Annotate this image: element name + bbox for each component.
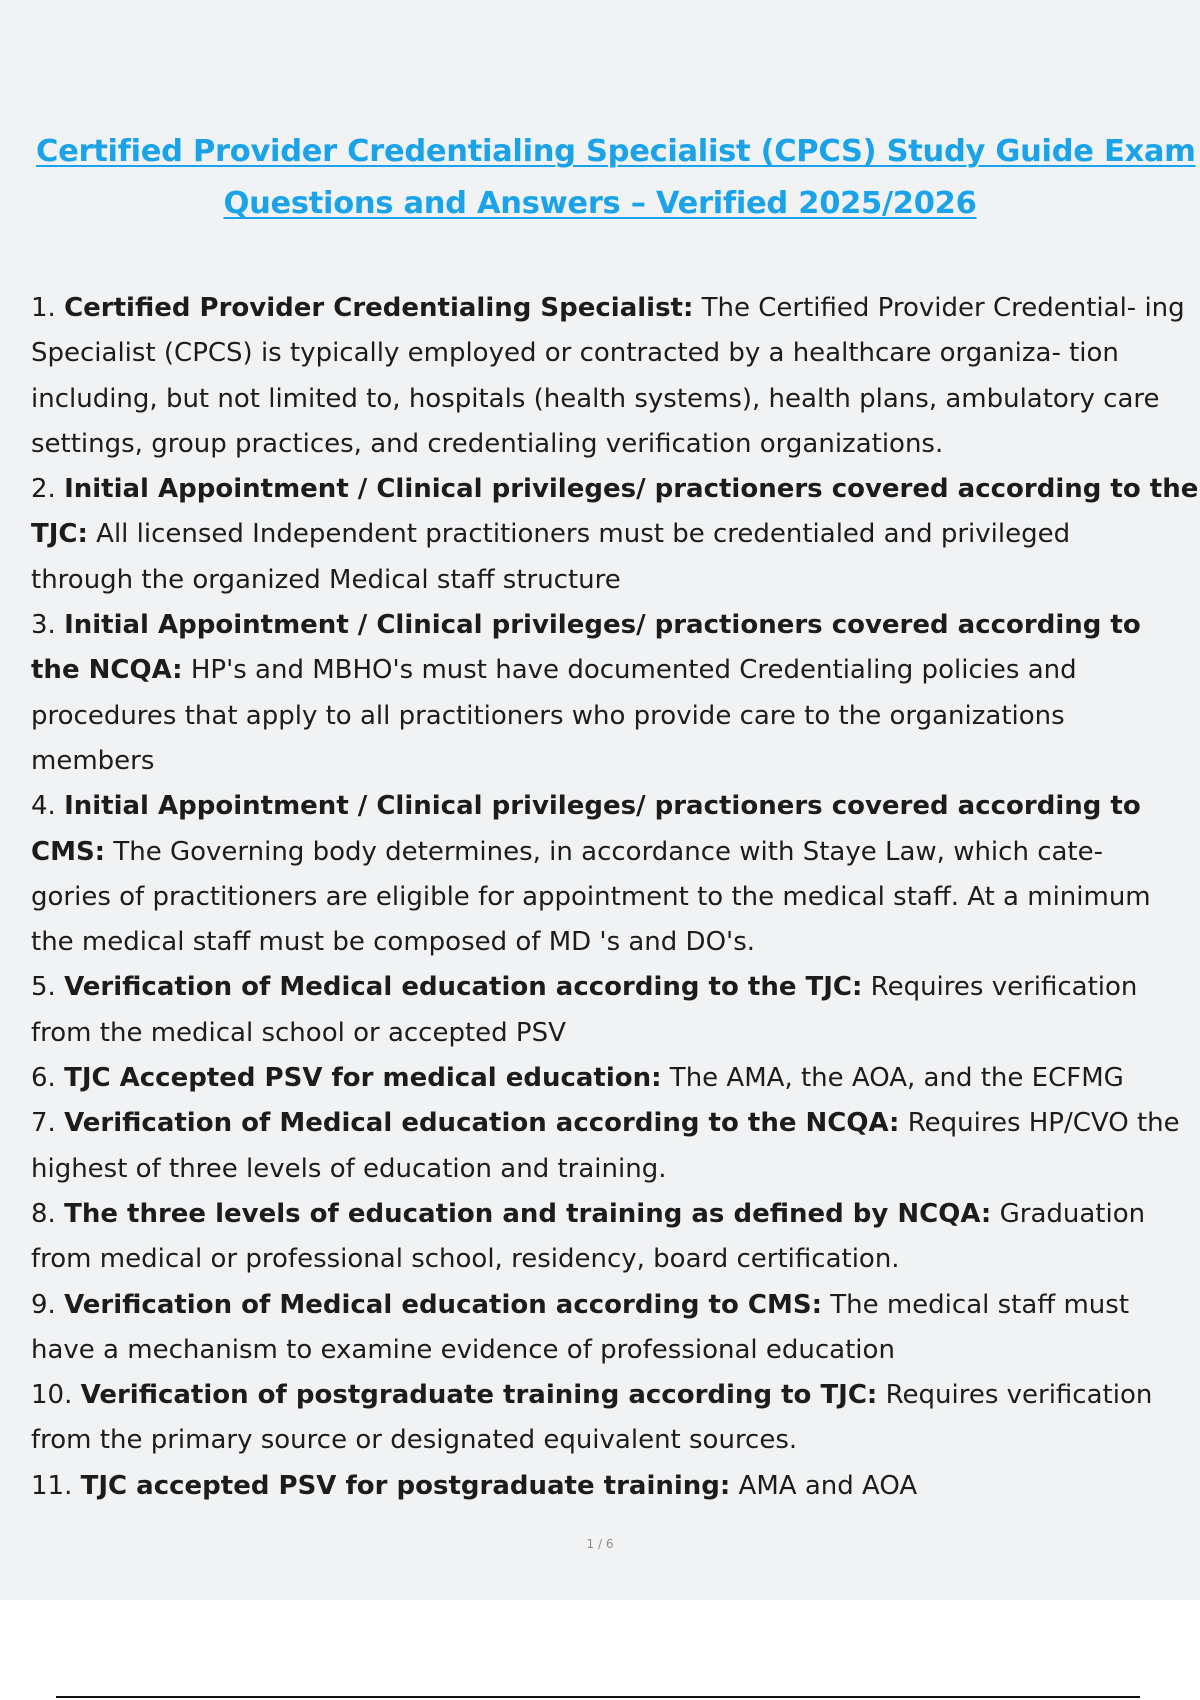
qa-item (31, 1373, 1200, 1464)
answer-text: The Certified Provider Credential- ing (693, 293, 1185, 323)
qa-item (31, 784, 1200, 965)
qa-line (31, 784, 1200, 829)
qa-item (31, 1101, 1200, 1192)
question-text: Verification of Medical education according to the TJC: (64, 972, 863, 1003)
answer-text: The medical staff must (821, 1289, 1130, 1320)
item-number: 8. (31, 1198, 56, 1229)
item-number: 2. (31, 474, 56, 505)
item-number: 4. (31, 791, 56, 822)
qa-line (31, 1373, 1200, 1418)
question-text: TJC: (31, 519, 88, 550)
qa-item (31, 603, 1200, 784)
qa-item (31, 467, 1200, 603)
qa-line (31, 648, 1200, 693)
answer-line: from medical or professional school, residency, board certification. (31, 1244, 900, 1275)
question-text: TJC accepted PSV for postgraduate training: (80, 1470, 731, 1501)
title-line-1 (36, 126, 1200, 178)
item-number: 5. (31, 972, 56, 1003)
qa-line (31, 512, 1200, 557)
answer-line: from the primary source or designated equivalent sources. (31, 1425, 798, 1456)
qa-line (31, 1056, 1200, 1101)
page-title (0, 126, 1200, 230)
item-number: 11. (31, 1470, 73, 1501)
qa-item (31, 1464, 1200, 1509)
qa-line (31, 1101, 1200, 1146)
answer-line: through the organized Medical staff structure (31, 564, 621, 595)
item-number: 6. (31, 1063, 56, 1094)
question-text: TJC Accepted PSV for medical education: (64, 1063, 662, 1094)
answer-text: All licensed Independent practitioners must be credentialed and privileged (87, 519, 1071, 550)
question-text: the NCQA: (31, 655, 183, 686)
answer-line: highest of three levels of education and training. (31, 1153, 667, 1184)
page-number: 1 / 6 (586, 1537, 614, 1551)
qa-line (31, 965, 1200, 1010)
answer-text: Requires HP/CVO the (899, 1108, 1180, 1139)
question-text: Certified Provider Credentialing Specialist: (64, 293, 694, 323)
qa-item (31, 1056, 1200, 1101)
title-line-1-text: Certified Provider Credentialing Specialist (CPCS) Study Guide Exam (36, 134, 1196, 169)
qa-line (31, 1283, 1200, 1328)
question-text: Verification of Medical education according to the NCQA: (64, 1108, 900, 1139)
item-number: 1. (31, 293, 56, 323)
qa-line (31, 467, 1200, 512)
qa-line (31, 603, 1200, 648)
qa-item (31, 1283, 1200, 1374)
qa-line (31, 1192, 1200, 1237)
bottom-divider (56, 1696, 1140, 1698)
answer-text: HP's and MBHO's must have documented Credentialing policies and (182, 655, 1077, 686)
answer-text: The AMA, the AOA, and the ECFMG (661, 1063, 1124, 1094)
answer-text: Requires verification (877, 1380, 1153, 1411)
answer-line: procedures that apply to all practitioners who provide care to the organizations (31, 700, 1065, 731)
answer-line: have a mechanism to examine evidence of professional education (31, 1334, 895, 1365)
answer-text: The Governing body determines, in accordance with Staye Law, which cate- (105, 836, 1103, 867)
qa-item (31, 286, 1200, 467)
item-number: 10. (31, 1380, 73, 1411)
question-text: CMS: (31, 836, 106, 867)
qa-list (31, 286, 1200, 1509)
qa-line (31, 830, 1200, 875)
qa-item (31, 1192, 1200, 1283)
answer-line: settings, group practices, and credentialing verification organizations. (31, 428, 944, 459)
question-text: Initial Appointment / Clinical privileges/ practioners covered according to the (64, 474, 1199, 505)
title-line-2-text: Questions and Answers – Verified 2025/2026 (223, 186, 977, 221)
answer-line: members (31, 745, 155, 776)
qa-line (31, 1464, 1200, 1509)
answer-text: AMA and AOA (730, 1470, 918, 1501)
question-text: Verification of postgraduate training according to TJC: (80, 1380, 878, 1411)
qa-line (31, 286, 1200, 331)
item-number: 3. (31, 610, 56, 641)
answer-line: including, but not limited to, hospitals (health systems), health plans, ambulatory care (31, 383, 1160, 414)
question-text: Initial Appointment / Clinical privileges/ practioners covered according to (64, 791, 1141, 822)
item-number: 9. (31, 1289, 56, 1320)
question-text: Initial Appointment / Clinical privileges/ practioners covered according to (64, 610, 1141, 641)
answer-text: Requires verification (862, 972, 1138, 1003)
answer-line: Specialist (CPCS) is typically employed or contracted by a healthcare organiza- tion (31, 338, 1119, 369)
answer-line: from the medical school or accepted PSV (31, 1017, 566, 1048)
title-line-2 (0, 178, 1200, 230)
answer-text: Graduation (991, 1198, 1146, 1229)
qa-item (31, 965, 1200, 1056)
answer-line: gories of practitioners are eligible for appointment to the medical staff. At a minimum (31, 881, 1151, 912)
item-number: 7. (31, 1108, 56, 1139)
question-text: Verification of Medical education according to CMS: (64, 1289, 822, 1320)
answer-line: the medical staff must be composed of MD 's and DO's. (31, 927, 756, 958)
question-text: The three levels of education and training as defined by NCQA: (64, 1198, 992, 1229)
